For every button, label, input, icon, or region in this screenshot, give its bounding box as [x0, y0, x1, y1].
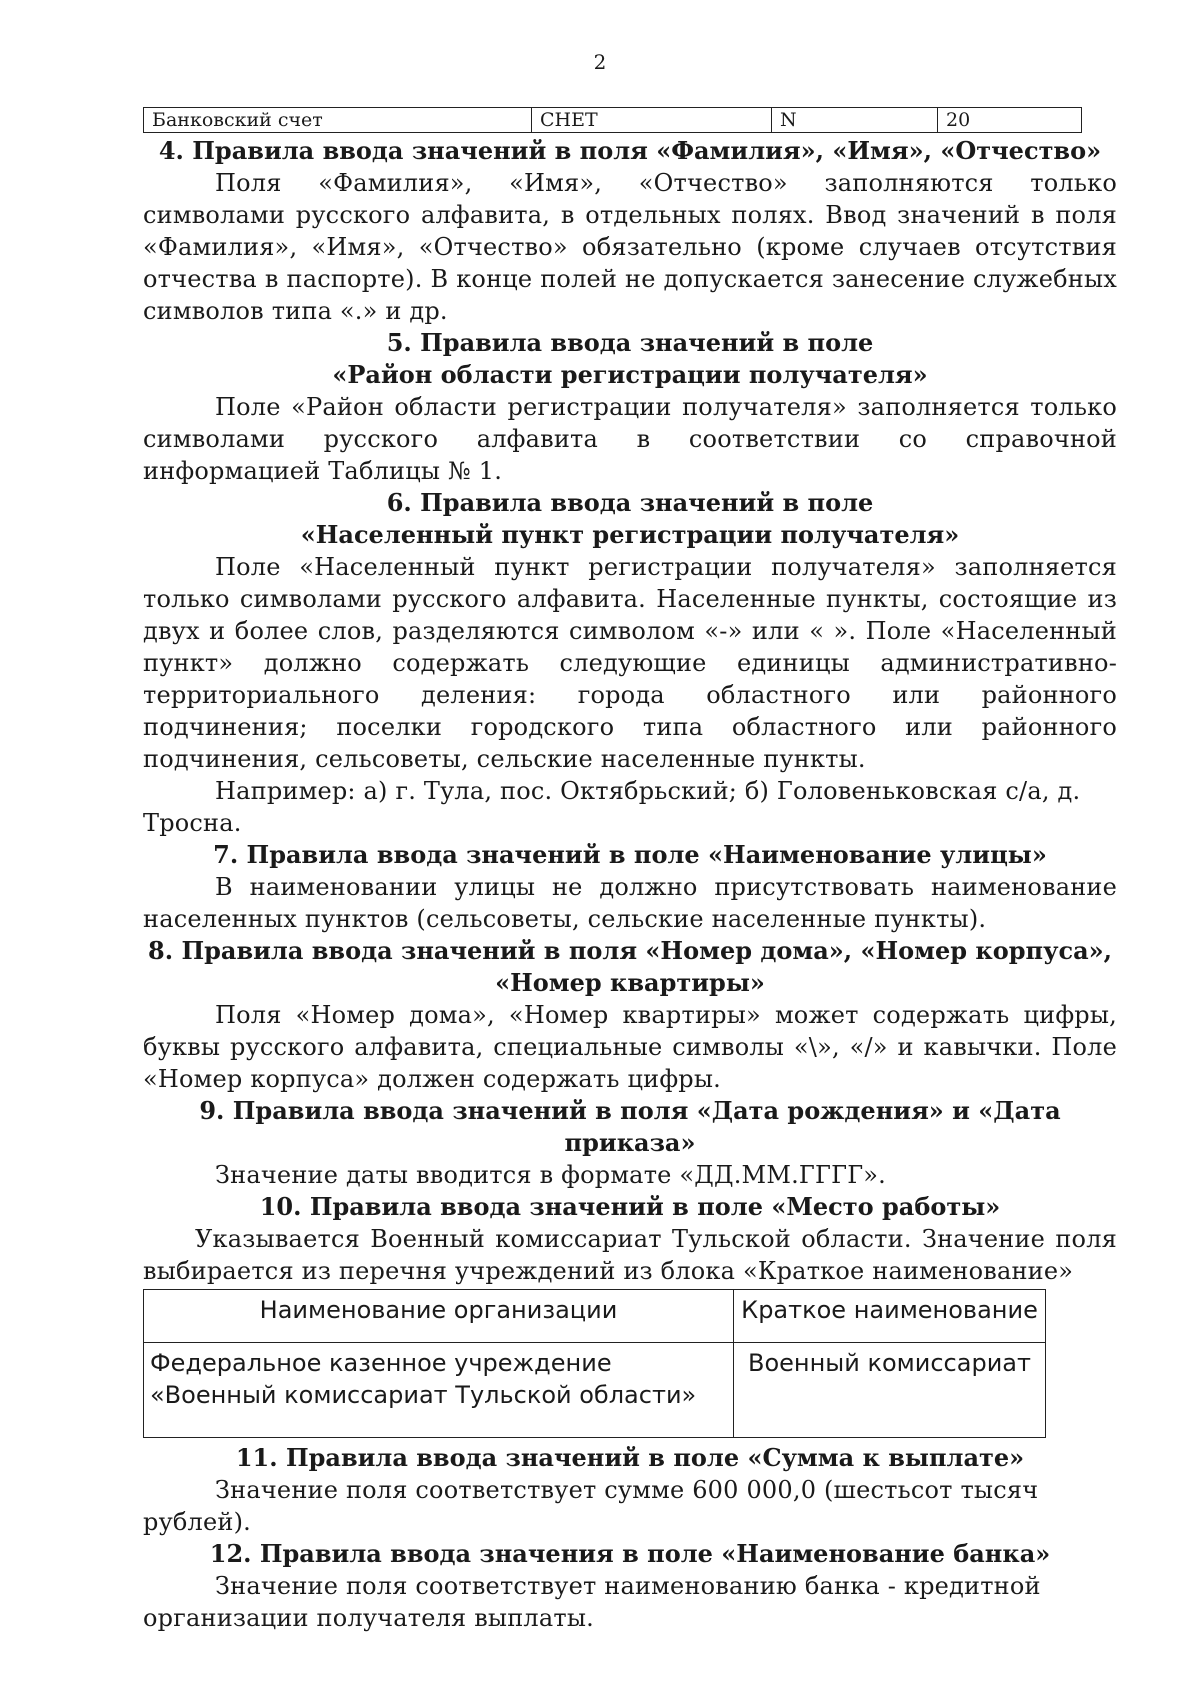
section-9-heading: 9. Правила ввода значений в поля «Дата рождения» и «Дата приказа»: [199, 1096, 1061, 1157]
section-10-heading: 10. Правила ввода значений в поле «Место работы»: [259, 1192, 1001, 1221]
fields-table-fragment: [143, 107, 1082, 133]
section-8-heading-line2: «Номер квартиры»: [495, 968, 765, 997]
section-5-text: Поле «Район области регистрации получателя» заполняется только символами русского алфавита в соответствии со справочной информацией Таблицы № 1.: [143, 393, 1117, 485]
section-6-heading-line2: «Населенный пункт регистрации получателя»: [300, 520, 960, 549]
section-6-example: Например: а) г. Тула, пос. Октябрьский; б) Головеньковская с/а, д. Тросна.: [143, 777, 1081, 837]
table-header-row: [144, 1290, 1046, 1343]
field-code-cell: СНЕТ: [532, 108, 772, 133]
section-7-text: В наименовании улицы не должно присутствовать наименование населенных пунктов (сельсоветы, сельские населенные пункты).: [143, 873, 1117, 933]
section-8-heading-line1: 8. Правила ввода значений в поля «Номер дома», «Номер корпуса»,: [148, 936, 1112, 965]
field-type-cell: N: [772, 108, 938, 133]
section-4-text: Поля «Фамилия», «Имя», «Отчество» заполняются только символами русского алфавита, в отдельных полях. Ввод значений в поля «Фамилия», «Имя», «Отчество» обязательно (кроме случаев отсутствия отчества в паспорте). В конце полей не допускается занесение служебных символов типа «.» и др.: [143, 169, 1117, 325]
section-12-heading: 12. Правила ввода значения в поле «Наименование банка»: [209, 1539, 1051, 1568]
table-row: [144, 1343, 1046, 1438]
section-6-text: Поле «Населенный пункт регистрации получателя» заполняется только символами русского алфавита. Населенные пункты, состоящие из двух и более слов, разделяются символом «-» или « ». Поле «Населенный пункт» должно содержать следующие единицы административно-территориального деления: города областного или районного подчинения; поселки городского типа областного или районного подчинения, сельсоветы, сельские населенные пункты.: [143, 553, 1117, 773]
column-header-short-name: Краткое наименование: [734, 1290, 1046, 1343]
section-9-text: Значение даты вводится в формате «ДД.ММ.ГГГГ».: [215, 1161, 886, 1189]
page-number: 2: [593, 50, 607, 74]
section-6-heading-line1: 6. Правила ввода значений в поле: [386, 488, 874, 517]
column-header-org-name: Наименование организации: [144, 1290, 734, 1343]
section-8-text: Поля «Номер дома», «Номер квартиры» может содержать цифры, буквы русского алфавита, специальные символы «\», «/» и кавычки. Поле «Номер корпуса» должен содержать цифры.: [143, 1001, 1117, 1093]
section-5-heading-line1: 5. Правила ввода значений в поле: [386, 328, 874, 357]
section-10-text: Указывается Военный комиссариат Тульской области. Значение поля выбирается из перечня учреждений из блока «Краткое наименование»: [143, 1225, 1117, 1285]
section-12-text: Значение поля соответствует наименованию банка - кредитной организации получателя выплаты.: [143, 1572, 1041, 1632]
field-name-cell: Банковский счет: [144, 108, 532, 133]
table-row: [144, 108, 1082, 133]
section-4-heading: 4. Правила ввода значений в поля «Фамилия», «Имя», «Отчество»: [158, 136, 1102, 165]
section-7-heading: 7. Правила ввода значений в поле «Наименование улицы»: [213, 840, 1047, 869]
org-short-name-cell: Военный комиссариат: [734, 1343, 1046, 1438]
document-body: [143, 135, 1117, 1634]
organizations-table: [143, 1289, 1046, 1438]
section-11-heading: 11. Правила ввода значений в поле «Сумма к выплате»: [235, 1443, 1025, 1472]
org-full-name-cell: Федеральное казенное учреждение «Военный комиссариат Тульской области»: [144, 1343, 734, 1438]
field-length-cell: 20: [938, 108, 1082, 133]
section-5-heading-line2: «Район области регистрации получателя»: [332, 360, 928, 389]
section-11-text: Значение поля соответствует сумме 600 000,0 (шестьсот тысяч рублей).: [143, 1476, 1039, 1536]
